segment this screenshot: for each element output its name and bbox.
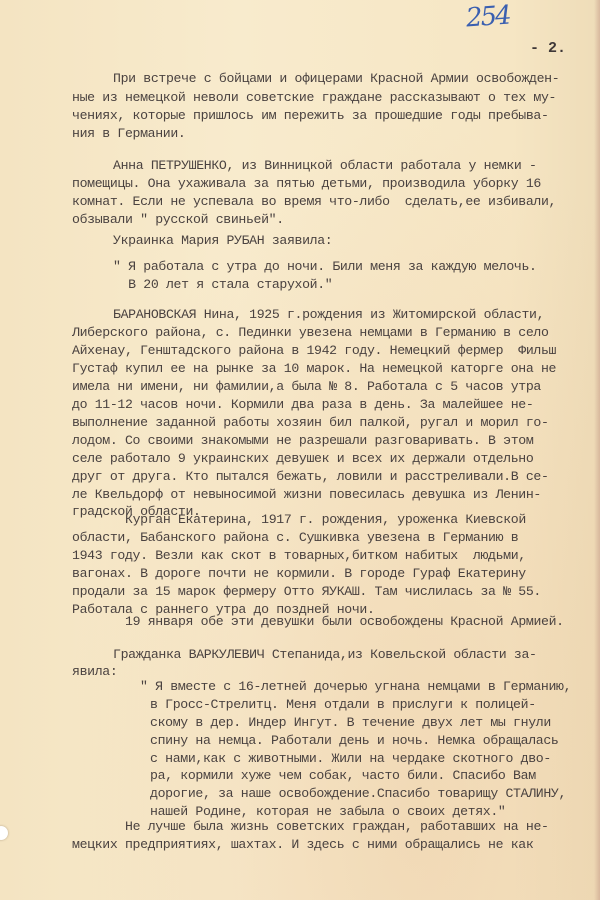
text-line: Гражданка ВАРКУЛЕВИЧ Степанида,из Ковельской области за-	[113, 647, 537, 662]
text-line: скому в дер. Индер Ингут. В течение двух лет мы гнули	[150, 715, 551, 730]
text-line: селе работало 9 украинских девушек и всех их держали отдельно	[72, 451, 534, 466]
text-line: Работала с раннего утра до поздней ночи.	[72, 602, 375, 617]
text-line: комнат. Если не успевала во время что-либо сделать,ее избивали,	[72, 194, 557, 209]
text-line: продали за 15 марок фермеру Отто ЯУКАШ. Там числилась за № 55.	[72, 584, 541, 599]
text-line: " Я вместе с 16-летней дочерью угнана немцами в Германию,	[140, 679, 572, 694]
text-line: ле Квельдорф от невыносимой жизни повесилась девушка из Ленин-	[72, 487, 541, 502]
text-line: явила:	[72, 664, 118, 679]
text-line: Анна ПЕТРУШЕНКО, из Винницкой области работала у немки -	[113, 158, 537, 173]
text-line: мецких предприятиях, шахтах. И здесь с ними обращались не как	[72, 837, 534, 852]
paper-edge	[594, 0, 600, 900]
text-line: обзывали " русской свиньей".	[72, 212, 284, 227]
text-line: ра, кормили хуже чем собак, часто били. Спасибо Вам	[150, 768, 536, 783]
text-line: ные из немецкой неволи советские граждане рассказывают о тех му-	[72, 90, 557, 105]
text-line: Курган Екатерина, 1917 г. рождения, уроженка Киевской	[125, 512, 526, 527]
text-line: дорогие, за наше освобождение.Спасибо товарищу СТАЛИНУ,	[150, 786, 567, 801]
text-line: Не лучше была жизнь советских граждан, работавших на не-	[125, 819, 549, 834]
text-line: имела ни имени, ни фамилии,а была № 8. Работала с 5 часов утра	[72, 379, 541, 394]
text-line: друг от друга. Кто пытался бежать, ловили и расстреливали.В се-	[72, 469, 549, 484]
text-line: выполнение заданной работы хозяин бил палкой, ругал и морил го-	[72, 415, 549, 430]
text-line: При встрече с бойцами и офицерами Красной Армии освобожден-	[113, 71, 560, 86]
text-line: ния в Германии.	[72, 126, 186, 141]
text-line: Либерского района, с. Пединки увезена немцами в Германию в село	[72, 325, 549, 340]
text-line: области, Бабанского района с. Сушкивка увезена в Германию в	[72, 530, 519, 545]
text-line: Айхенау, Генштадского района в 1942 году. Немецкий фермер Фильш	[72, 343, 557, 358]
text-line: нашей Родине, которая не забыла о своих детях."	[150, 804, 506, 819]
text-line: в Гросс-Стрелитц. Меня отдали в прислуги к полицей-	[150, 697, 536, 712]
text-line: помещицы. Она ухаживала за пятью детьми, производила уборку 16	[72, 176, 541, 191]
text-line: 19 января обе эти девушки были освобождены Красной Армией.	[125, 614, 564, 629]
text-line: лодом. Со своими знакомыми не разрешали разговаривать. В этом	[72, 433, 534, 448]
text-line: " Я работала с утра до ночи. Били меня за каждую мелочь.	[113, 259, 537, 274]
archive-number-handwritten: 254	[465, 0, 511, 34]
text-line: БАРАНОВСКАЯ Нина, 1925 г.рождения из Житомирской области,	[113, 307, 545, 322]
text-line: Густаф купил ее на рынке за 10 марок. На немецкой каторге она не	[72, 361, 557, 376]
text-line: градской области.	[72, 504, 201, 519]
text-line: вагонах. В дороге почти не кормили. В городе Гураф Екатерину	[72, 566, 526, 581]
text-line: В 20 лет я стала старухой."	[113, 277, 333, 292]
text-line: до 11-12 часов ночи. Кормили два раза в день. За малейшее не-	[72, 397, 534, 412]
punch-hole	[0, 826, 8, 840]
text-line: Украинка Мария РУБАН заявила:	[113, 233, 333, 248]
text-line: чениях, которые пришлось им пережить за прошедшие годы пребыва-	[72, 108, 549, 123]
text-line: 1943 году. Везли как скот в товарных,битком набитых людьми,	[72, 548, 526, 563]
text-line: спину на немца. Работали день и ночь. Немка обращалась	[150, 733, 559, 748]
text-line: с нами,как с животными. Жили на чердаке скотного дво-	[150, 751, 551, 766]
page-number: - 2.	[530, 40, 567, 57]
